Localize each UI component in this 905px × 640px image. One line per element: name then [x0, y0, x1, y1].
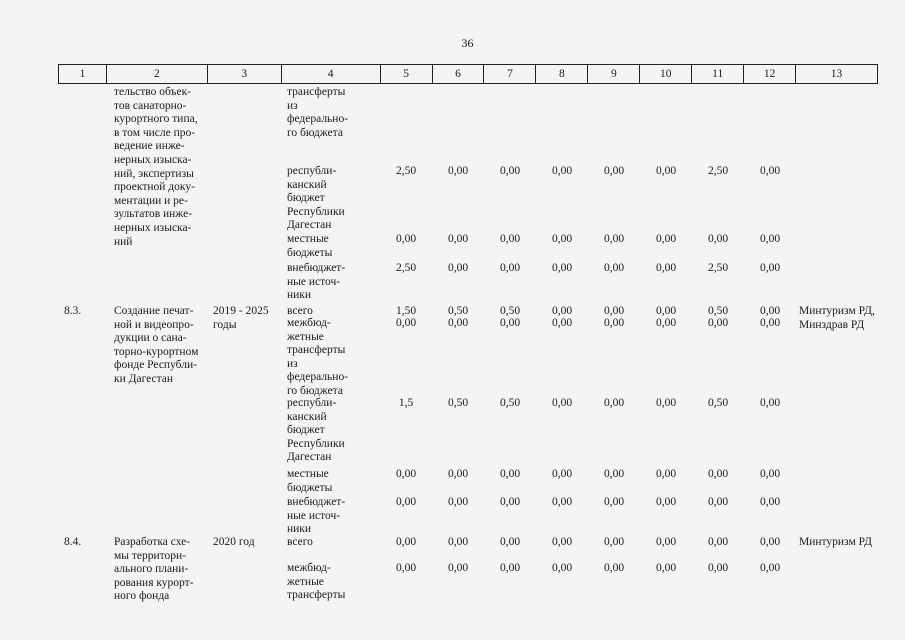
column-header-1: 1 [59, 65, 107, 83]
column-header-4: 4 [282, 65, 381, 83]
amount-cell: 0,50 [447, 397, 469, 409]
amount-cell: 0,00 [707, 468, 729, 480]
amount-cell: 0,00 [603, 233, 625, 245]
amount-cell: 0,00 [447, 562, 469, 574]
funding-source: местные бюджеты [287, 468, 333, 494]
amount-cell: 2,50 [395, 165, 417, 177]
row-name: Разработка схе- мы территори- ального плани- рования курорт- ного фонда [114, 536, 194, 603]
amount-cell: 0,00 [603, 165, 625, 177]
amount-cell: 2,50 [707, 262, 729, 274]
amount-cell: 0,00 [499, 562, 521, 574]
amount-cell: 0,00 [759, 496, 781, 508]
amount-cell: 0,00 [499, 262, 521, 274]
amount-cell: 0,00 [551, 496, 573, 508]
amount-cell: 0,00 [551, 397, 573, 409]
amount-cell: 0,00 [447, 262, 469, 274]
amount-cell: 0,00 [655, 496, 677, 508]
amount-cell: 0,00 [707, 562, 729, 574]
column-header-7: 7 [484, 65, 536, 83]
amount-cell: 0,00 [707, 496, 729, 508]
amount-cell: 0,00 [551, 165, 573, 177]
amount-cell: 0,00 [603, 562, 625, 574]
column-header-8: 8 [536, 65, 588, 83]
amount-cell: 0,00 [603, 468, 625, 480]
funding-source: местные бюджеты [287, 233, 333, 259]
amount-cell: 0,00 [759, 262, 781, 274]
amount-cell: 0,00 [707, 233, 729, 245]
column-header-3: 3 [208, 65, 282, 83]
row-name: тельство объек- тов санаторно- курортного типа, в том числе про- ведение инже- нерных изыска- ний, экспертизы проектной доку- ментации и ре- зультатов инже- нерных изыска- ний [114, 86, 198, 248]
funding-source: внебюджет- ные источ- ники [287, 496, 346, 536]
amount-cell: 2,50 [707, 165, 729, 177]
amount-cell: 0,00 [395, 562, 417, 574]
funding-source: всего [287, 536, 313, 548]
amount-cell: 1,50 [395, 305, 417, 317]
column-header-9: 9 [588, 65, 640, 83]
amount-cell: 1,5 [398, 397, 414, 409]
amount-cell: 0,00 [551, 262, 573, 274]
amount-cell: 0,50 [707, 305, 729, 317]
amount-cell: 0,00 [655, 536, 677, 548]
amount-cell: 0,00 [603, 496, 625, 508]
amount-cell: 0,00 [395, 317, 417, 329]
budget-table [58, 64, 878, 624]
amount-cell: 0,00 [603, 536, 625, 548]
amount-cell: 0,50 [499, 305, 521, 317]
amount-cell: 0,00 [499, 233, 521, 245]
funding-source: всего [287, 305, 313, 317]
amount-cell: 0,00 [655, 165, 677, 177]
column-header-12: 12 [744, 65, 796, 83]
row-name: Создание печат- ной и видеопро- дукции о сана- торно-курортном фонде Республи- ки Дагестан [114, 305, 199, 385]
amount-cell: 0,00 [551, 233, 573, 245]
amount-cell: 0,00 [447, 317, 469, 329]
amount-cell: 0,00 [707, 317, 729, 329]
amount-cell: 0,00 [447, 468, 469, 480]
amount-cell: 0,00 [447, 165, 469, 177]
funding-source: межбюд- жетные трансферты [287, 562, 346, 602]
amount-cell: 0,00 [603, 262, 625, 274]
row-period: 2019 - 2025 годы [213, 305, 269, 331]
amount-cell: 2,50 [395, 262, 417, 274]
amount-cell: 0,00 [499, 165, 521, 177]
row-period: 2020 год [213, 536, 255, 548]
column-header-11: 11 [692, 65, 744, 83]
amount-cell: 0,00 [655, 397, 677, 409]
amount-cell: 0,50 [447, 305, 469, 317]
amount-cell: 0,00 [759, 305, 781, 317]
funding-source: внебюджет- ные источ- ники [287, 262, 346, 302]
amount-cell: 0,00 [499, 496, 521, 508]
row-id: 8.4. [64, 536, 82, 548]
column-header-5: 5 [381, 65, 433, 83]
column-header-2: 2 [107, 65, 208, 83]
amount-cell: 0,00 [551, 317, 573, 329]
table-header-row [58, 64, 878, 84]
column-header-10: 10 [640, 65, 692, 83]
amount-cell: 0,00 [759, 397, 781, 409]
amount-cell: 0,00 [447, 233, 469, 245]
page-number: 36 [461, 36, 474, 50]
amount-cell: 0,00 [759, 233, 781, 245]
amount-cell: 0,00 [655, 305, 677, 317]
row-id: 8.3. [64, 305, 82, 317]
amount-cell: 0,00 [551, 468, 573, 480]
amount-cell: 0,00 [551, 305, 573, 317]
amount-cell: 0,00 [499, 468, 521, 480]
funding-source: межбюд- жетные трансферты из федерально- го бюджета [287, 317, 349, 397]
funding-source: республи- канский бюджет Республики Дагестан [287, 397, 345, 464]
amount-cell: 0,00 [707, 536, 729, 548]
amount-cell: 0,00 [655, 562, 677, 574]
amount-cell: 0,00 [447, 496, 469, 508]
amount-cell: 0,00 [759, 562, 781, 574]
amount-cell: 0,00 [655, 262, 677, 274]
amount-cell: 0,00 [395, 233, 417, 245]
amount-cell: 0,00 [655, 233, 677, 245]
table-body [58, 84, 878, 624]
amount-cell: 0,00 [655, 317, 677, 329]
amount-cell: 0,00 [603, 317, 625, 329]
amount-cell: 0,00 [603, 397, 625, 409]
amount-cell: 0,00 [499, 536, 521, 548]
column-header-13: 13 [796, 65, 878, 83]
funding-source: трансферты из федерально- го бюджета [287, 86, 349, 139]
amount-cell: 0,50 [499, 397, 521, 409]
amount-cell: 0,00 [551, 536, 573, 548]
amount-cell: 0,00 [551, 562, 573, 574]
amount-cell: 0,00 [395, 468, 417, 480]
amount-cell: 0,00 [759, 536, 781, 548]
row-executor: Минтуризм РД, Минздрав РД [799, 305, 875, 331]
amount-cell: 0,50 [707, 397, 729, 409]
amount-cell: 0,00 [603, 305, 625, 317]
amount-cell: 0,00 [655, 468, 677, 480]
amount-cell: 0,00 [395, 536, 417, 548]
column-header-6: 6 [433, 65, 485, 83]
amount-cell: 0,00 [395, 496, 417, 508]
amount-cell: 0,00 [499, 317, 521, 329]
amount-cell: 0,00 [759, 165, 781, 177]
amount-cell: 0,00 [447, 536, 469, 548]
amount-cell: 0,00 [759, 468, 781, 480]
funding-source: республи- канский бюджет Республики Дагестан [287, 165, 345, 232]
amount-cell: 0,00 [759, 317, 781, 329]
row-executor: Минтуризм РД [799, 536, 872, 548]
